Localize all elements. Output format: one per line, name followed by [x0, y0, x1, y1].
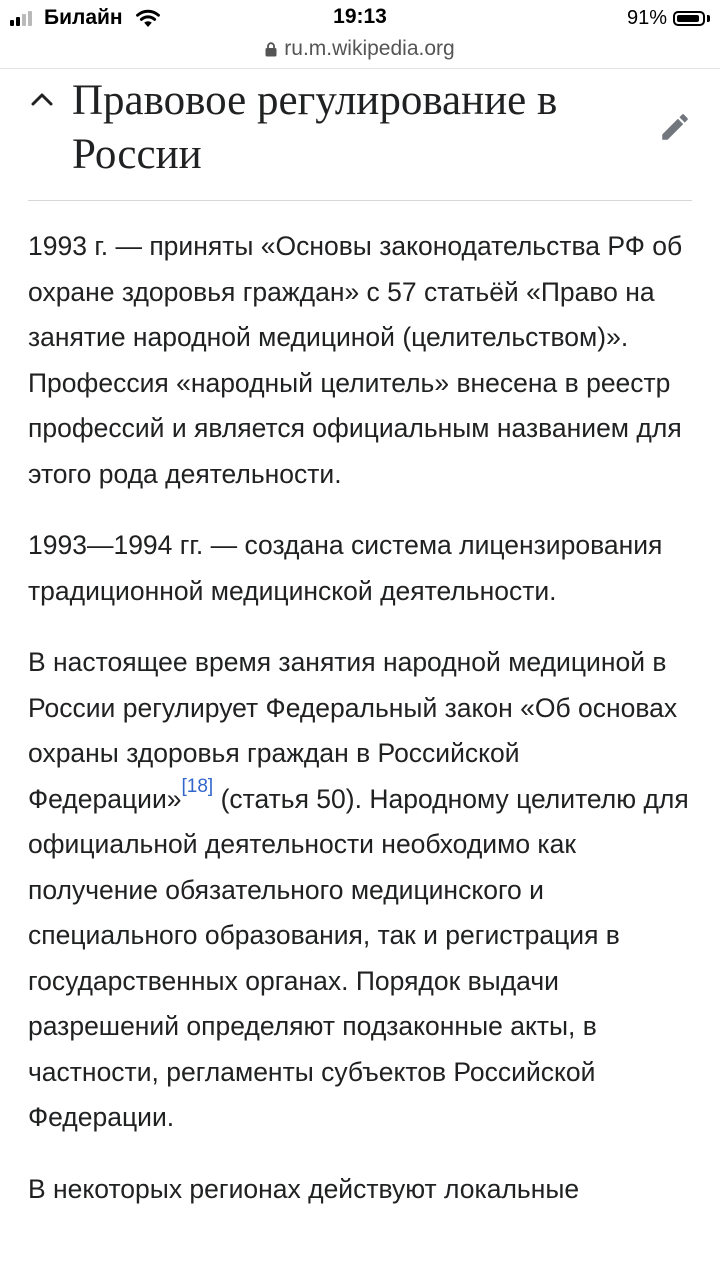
paragraph-3-text-start: В настоящее время занятия народной медициной в России регулирует Федеральный закон «Об основах охраны здоровья граждан в Российской Федерации»	[28, 647, 678, 814]
lock-icon	[265, 42, 277, 57]
carrier-name: Билайн	[44, 6, 123, 29]
toolbar-divider	[0, 68, 720, 69]
battery-cap	[707, 15, 710, 22]
reference-link-18[interactable]: [18]	[181, 775, 214, 797]
address-bar[interactable]	[0, 32, 720, 66]
paragraph-2: 1993—1994 гг. — создана система лицензирования традиционной медицинской деятельности.	[28, 530, 663, 606]
paragraph-4: В некоторых регионах действуют локальные	[28, 1173, 580, 1204]
pencil-icon[interactable]	[658, 110, 692, 144]
status-bar-right	[627, 6, 710, 30]
chevron-up-icon[interactable]	[28, 86, 56, 114]
clock: 19:13	[333, 5, 387, 28]
battery-percent: 91%	[626, 6, 667, 29]
url-text: ru.m.wikipedia.org	[284, 37, 455, 60]
status-bar	[0, 0, 720, 36]
battery-icon	[673, 11, 705, 26]
article-content	[28, 224, 698, 1238]
paragraph-3-text-end: (статья 50). Народному целителю для официальной деятельности необходимо как получение обязательного медицинского и специального образования, так и регистрация в государственных органах. Порядок выдачи разрешений определяют подзаконные акты, в частности, регламенты субъектов Российской Федерации.	[28, 783, 689, 1132]
paragraph-1: 1993 г. — приняты «Основы законодательства РФ об охране здоровья граждан» с 57 статьёй «Право на занятие народной медициной (целительством)». Профессия «народный целитель» внесена в реестр профессий и является официальным названием для этого рода деятельности.	[28, 231, 683, 489]
paragraph-3	[28, 640, 698, 1141]
section-header[interactable]	[28, 72, 692, 201]
section-title: Правовое регулирование в России	[72, 77, 558, 178]
battery-level	[677, 15, 699, 22]
